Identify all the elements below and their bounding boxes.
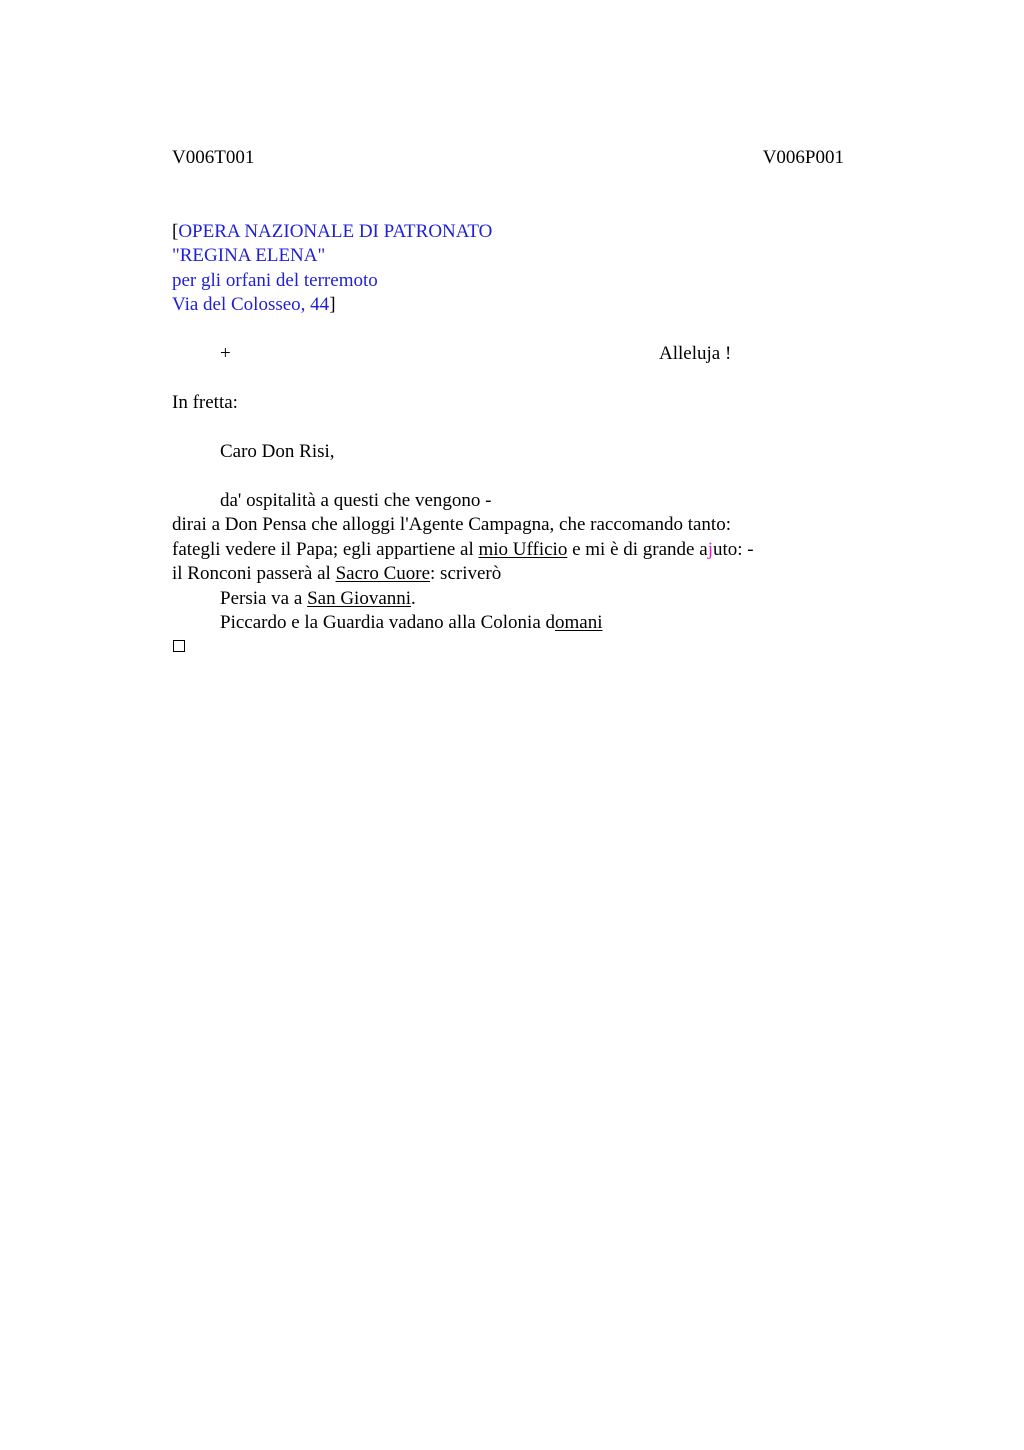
document-code-right: V006P001	[762, 147, 844, 168]
cross-symbol: +	[220, 343, 231, 364]
salutation: Caro Don Risi,	[220, 441, 335, 462]
body-line-4-part-a: il Ronconi passerà al	[172, 563, 336, 584]
body-line-4-part-b: : scriverò	[430, 563, 502, 584]
document-code-left: V006T001	[172, 147, 255, 168]
letterhead-line-2: "REGINA ELENA"	[172, 245, 326, 266]
body-line-3-part-b: e mi è di grande a	[567, 539, 708, 560]
in-fretta-text: In fretta:	[172, 392, 238, 413]
underlined-mio-ufficio: mio Ufficio	[478, 539, 568, 560]
body-line-3-part-a: fategli vedere il Papa; egli appartiene al	[172, 539, 479, 560]
open-bracket: [	[172, 221, 179, 242]
close-bracket: ]	[329, 294, 336, 315]
underlined-omani: omani	[555, 612, 603, 633]
underlined-sacro-cuore: Sacro Cuore	[335, 563, 431, 584]
body-line-6	[220, 611, 603, 635]
body-line-3	[172, 538, 754, 562]
body-line-4	[172, 562, 501, 586]
body-line-5	[220, 587, 416, 611]
letterhead-line-1	[172, 220, 492, 244]
alleluja-text: Alleluja !	[659, 343, 732, 364]
underlined-san-giovanni: San Giovanni	[307, 588, 412, 609]
body-line-2: dirai a Don Pensa che alloggi l'Agente Campagna, che raccomando tanto:	[172, 514, 731, 535]
letterhead-org-name: OPERA NAZIONALE DI PATRONATO	[178, 221, 493, 242]
letterhead-line-4	[172, 293, 336, 317]
body-line-1: da' ospitalità a questi che vengono -	[220, 490, 492, 511]
body-line-6-part-a: Piccardo e la Guardia vadano alla Colonia d	[220, 612, 556, 633]
highlighted-letter-j: j	[707, 539, 713, 560]
body-line-3-part-c: uto: -	[712, 539, 754, 560]
body-line-5-part-a: Persia va a	[220, 588, 308, 609]
letterhead-address: Via del Colosseo, 44	[172, 294, 330, 315]
body-line-5-part-b: .	[411, 588, 416, 609]
empty-square-icon	[173, 640, 185, 652]
letterhead-line-3: per gli orfani del terremoto	[172, 270, 378, 291]
